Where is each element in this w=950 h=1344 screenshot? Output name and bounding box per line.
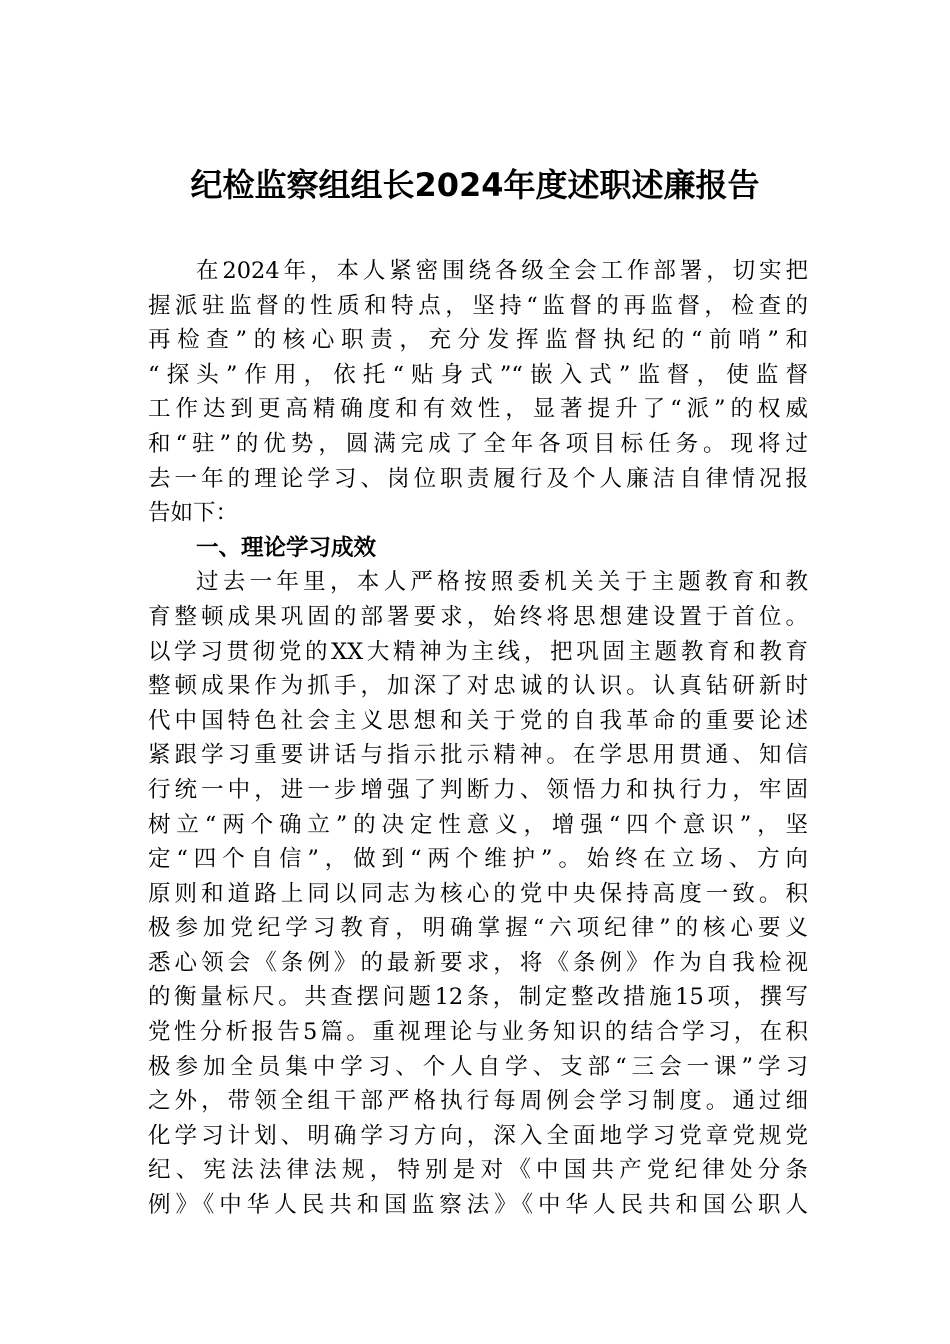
paragraph-line: 和“驻”的优势，圆满完成了全年各项目标任务。现将过 [148, 430, 808, 457]
paragraph-line: 代中国特色社会主义思想和关于党的自我革命的重要论述 [148, 707, 808, 734]
paragraph-line: 纪、宪法法律法规，特别是对《中国共产党纪律处分条 [148, 1157, 808, 1184]
paragraph-line: 以学习贯彻党的XX大精神为主线，把巩固主题教育和教育 [148, 638, 808, 665]
paragraph-line: 过去一年里，本人严格按照委机关关于主题教育和教 [196, 569, 808, 596]
paragraph-line: 极参加党纪学习教育，明确掌握“六项纪律”的核心要义 [148, 915, 808, 942]
paragraph-line: 再检查”的核心职责，充分发挥监督执纪的“前哨”和 [148, 327, 808, 354]
paragraph-line: 告如下： [148, 500, 239, 527]
paragraph-line: 工作达到更高精确度和有效性，显著提升了“派”的权威 [148, 396, 808, 423]
section-heading: 一、理论学习成效 [196, 534, 377, 561]
paragraph-line: 紧跟学习重要讲话与指示批示精神。在学思用贯通、知信 [148, 742, 808, 769]
paragraph-line: 极参加全员集中学习、个人自学、支部“三会一课”学习 [148, 1053, 808, 1080]
paragraph-line: 的衡量标尺。共查摆问题12条，制定整改措施15项，撰写 [148, 984, 808, 1011]
paragraph-line: 定“四个自信”，做到“两个维护”。始终在立场、方向 [148, 846, 808, 873]
paragraph-line: 树立“两个确立”的决定性意义，增强“四个意识”，坚 [148, 811, 808, 838]
document-title: 纪检监察组组长2024年度述职述廉报告 [190, 166, 760, 204]
paragraph-line: 行统一中，进一步增强了判断力、领悟力和执行力，牢固 [148, 776, 808, 803]
paragraph-line: 悉心领会《条例》的最新要求，将《条例》作为自我检视 [148, 949, 808, 976]
document-body [148, 254, 808, 1223]
paragraph-line: 例》《中华人民共和国监察法》《中华人民共和国公职人 [148, 1192, 808, 1219]
paragraph-line: 之外，带领全组干部严格执行每周例会学习制度。通过细 [148, 1088, 808, 1115]
paragraph-line: 握派驻监督的性质和特点，坚持“监督的再监督，检查的 [148, 292, 808, 319]
paragraph-line: “探头”作用，依托“贴身式”“嵌入式”监督，使监督 [148, 361, 808, 388]
paragraph-line: 去一年的理论学习、岗位职责履行及个人廉洁自律情况报 [148, 465, 808, 492]
paragraph-line: 原则和道路上同以同志为核心的党中央保持高度一致。积 [148, 880, 808, 907]
paragraph-line: 党性分析报告5篇。重视理论与业务知识的结合学习，在积 [148, 1019, 808, 1046]
paragraph-line: 在2024年，本人紧密围绕各级全会工作部署，切实把 [196, 258, 808, 284]
paragraph-line: 化学习计划、明确学习方向，深入全面地学习党章党规党 [148, 1122, 808, 1149]
paragraph-line: 育整顿成果巩固的部署要求，始终将思想建设置于首位。 [148, 603, 808, 630]
paragraph-line: 整顿成果作为抓手，加深了对忠诚的认识。认真钻研新时 [148, 673, 808, 700]
